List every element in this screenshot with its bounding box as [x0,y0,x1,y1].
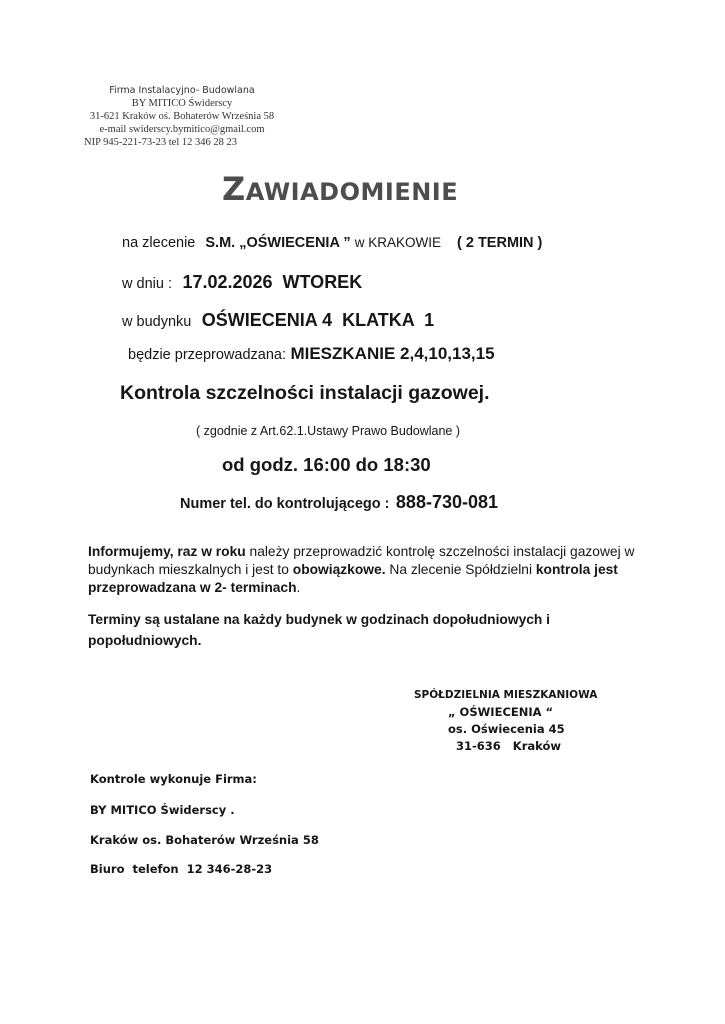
cooperative-subname: „ OŚWIECENIA “ [448,705,554,719]
document-title [222,170,458,208]
building-line [122,310,434,331]
date-label: w dniu : [122,276,172,292]
inspection-hours: od godz. 16:00 do 18:30 [222,454,431,475]
performer-address: Kraków os. Bohaterów Września 58 [90,833,319,847]
phone-line [180,492,498,513]
order-line [122,235,542,251]
letterhead-nip-phone: NIP 945-221-73-23 tel 12 346 28 23 [84,137,238,148]
letterhead-email: e-mail swiderscy.bymitico@gmail.com [99,124,265,135]
info-text-2: Na zlecenie Spółdzielni [385,562,536,577]
apartments-line [128,344,495,364]
date-value: 17.02.2026 WTOREK [182,272,363,292]
info-text-1: należy przeprowadzić kontrolę szczelności instalacji gazowej w budynkach mieszkalnych i jest to [88,544,635,577]
info-bold-once-a-year: Informujemy, raz w roku [88,544,246,559]
schedule-paragraph: Terminy są ustalane na każdy budynek w godzinach dopołudniowych i popołudniowych. [88,612,551,648]
building-value: OŚWIECENIA 4 KLATKA 1 [201,310,435,330]
cooperative-postcode-city: 31-636 Kraków [456,739,561,753]
apartments-value: MIESZKANIE 2,4,10,13,15 [290,344,495,363]
info-text-3: . [296,580,301,595]
letterhead-company-type: Firma Instalacyjno- Budowlana [109,85,255,96]
letterhead-company-name: BY MITICO Świderscy [131,98,233,109]
performer-heading: Kontrole wykonuje Firma: [90,772,257,786]
order-client: S.M. „OŚWIECENIA ” [205,235,351,251]
letterhead-address: 31-621 Kraków oś. Bohaterów Września 58 [89,111,275,122]
order-label: na zlecenie [122,235,196,251]
title-first-letter: Z [222,170,246,208]
date-line [122,272,362,293]
order-term: ( 2 TERMIN ) [457,235,543,251]
control-title: Kontrola szczelności instalacji gazowej. [120,382,490,404]
cooperative-street: os. Oświecenia 45 [448,722,565,736]
performer-phone: Biuro telefon 12 346-28-23 [90,862,273,876]
phone-value: 888-730-081 [395,492,499,512]
phone-label: Numer tel. do kontrolującego : [180,496,390,512]
title-rest: AWIADOMIENIE [245,178,459,206]
info-bold-mandatory: obowiązkowe. [292,562,386,577]
performer-name: BY MITICO Świderscy . [90,803,235,817]
building-label: w budynku [122,314,192,330]
apartments-label: będzie przeprowadzana: [128,347,286,363]
letterhead [82,84,282,149]
cooperative-name: SPÓŁDZIELNIA MIESZKANIOWA [414,689,598,701]
info-paragraph [88,543,660,597]
order-city: w KRAKOWIE [354,235,441,250]
legal-basis: ( zgodnie z Art.62.1.Ustawy Prawo Budowlane ) [196,424,461,438]
cooperative-address [414,687,597,755]
info-bold-two-terms: kontrola jest przeprowadzana w 2- terminach [88,562,618,595]
